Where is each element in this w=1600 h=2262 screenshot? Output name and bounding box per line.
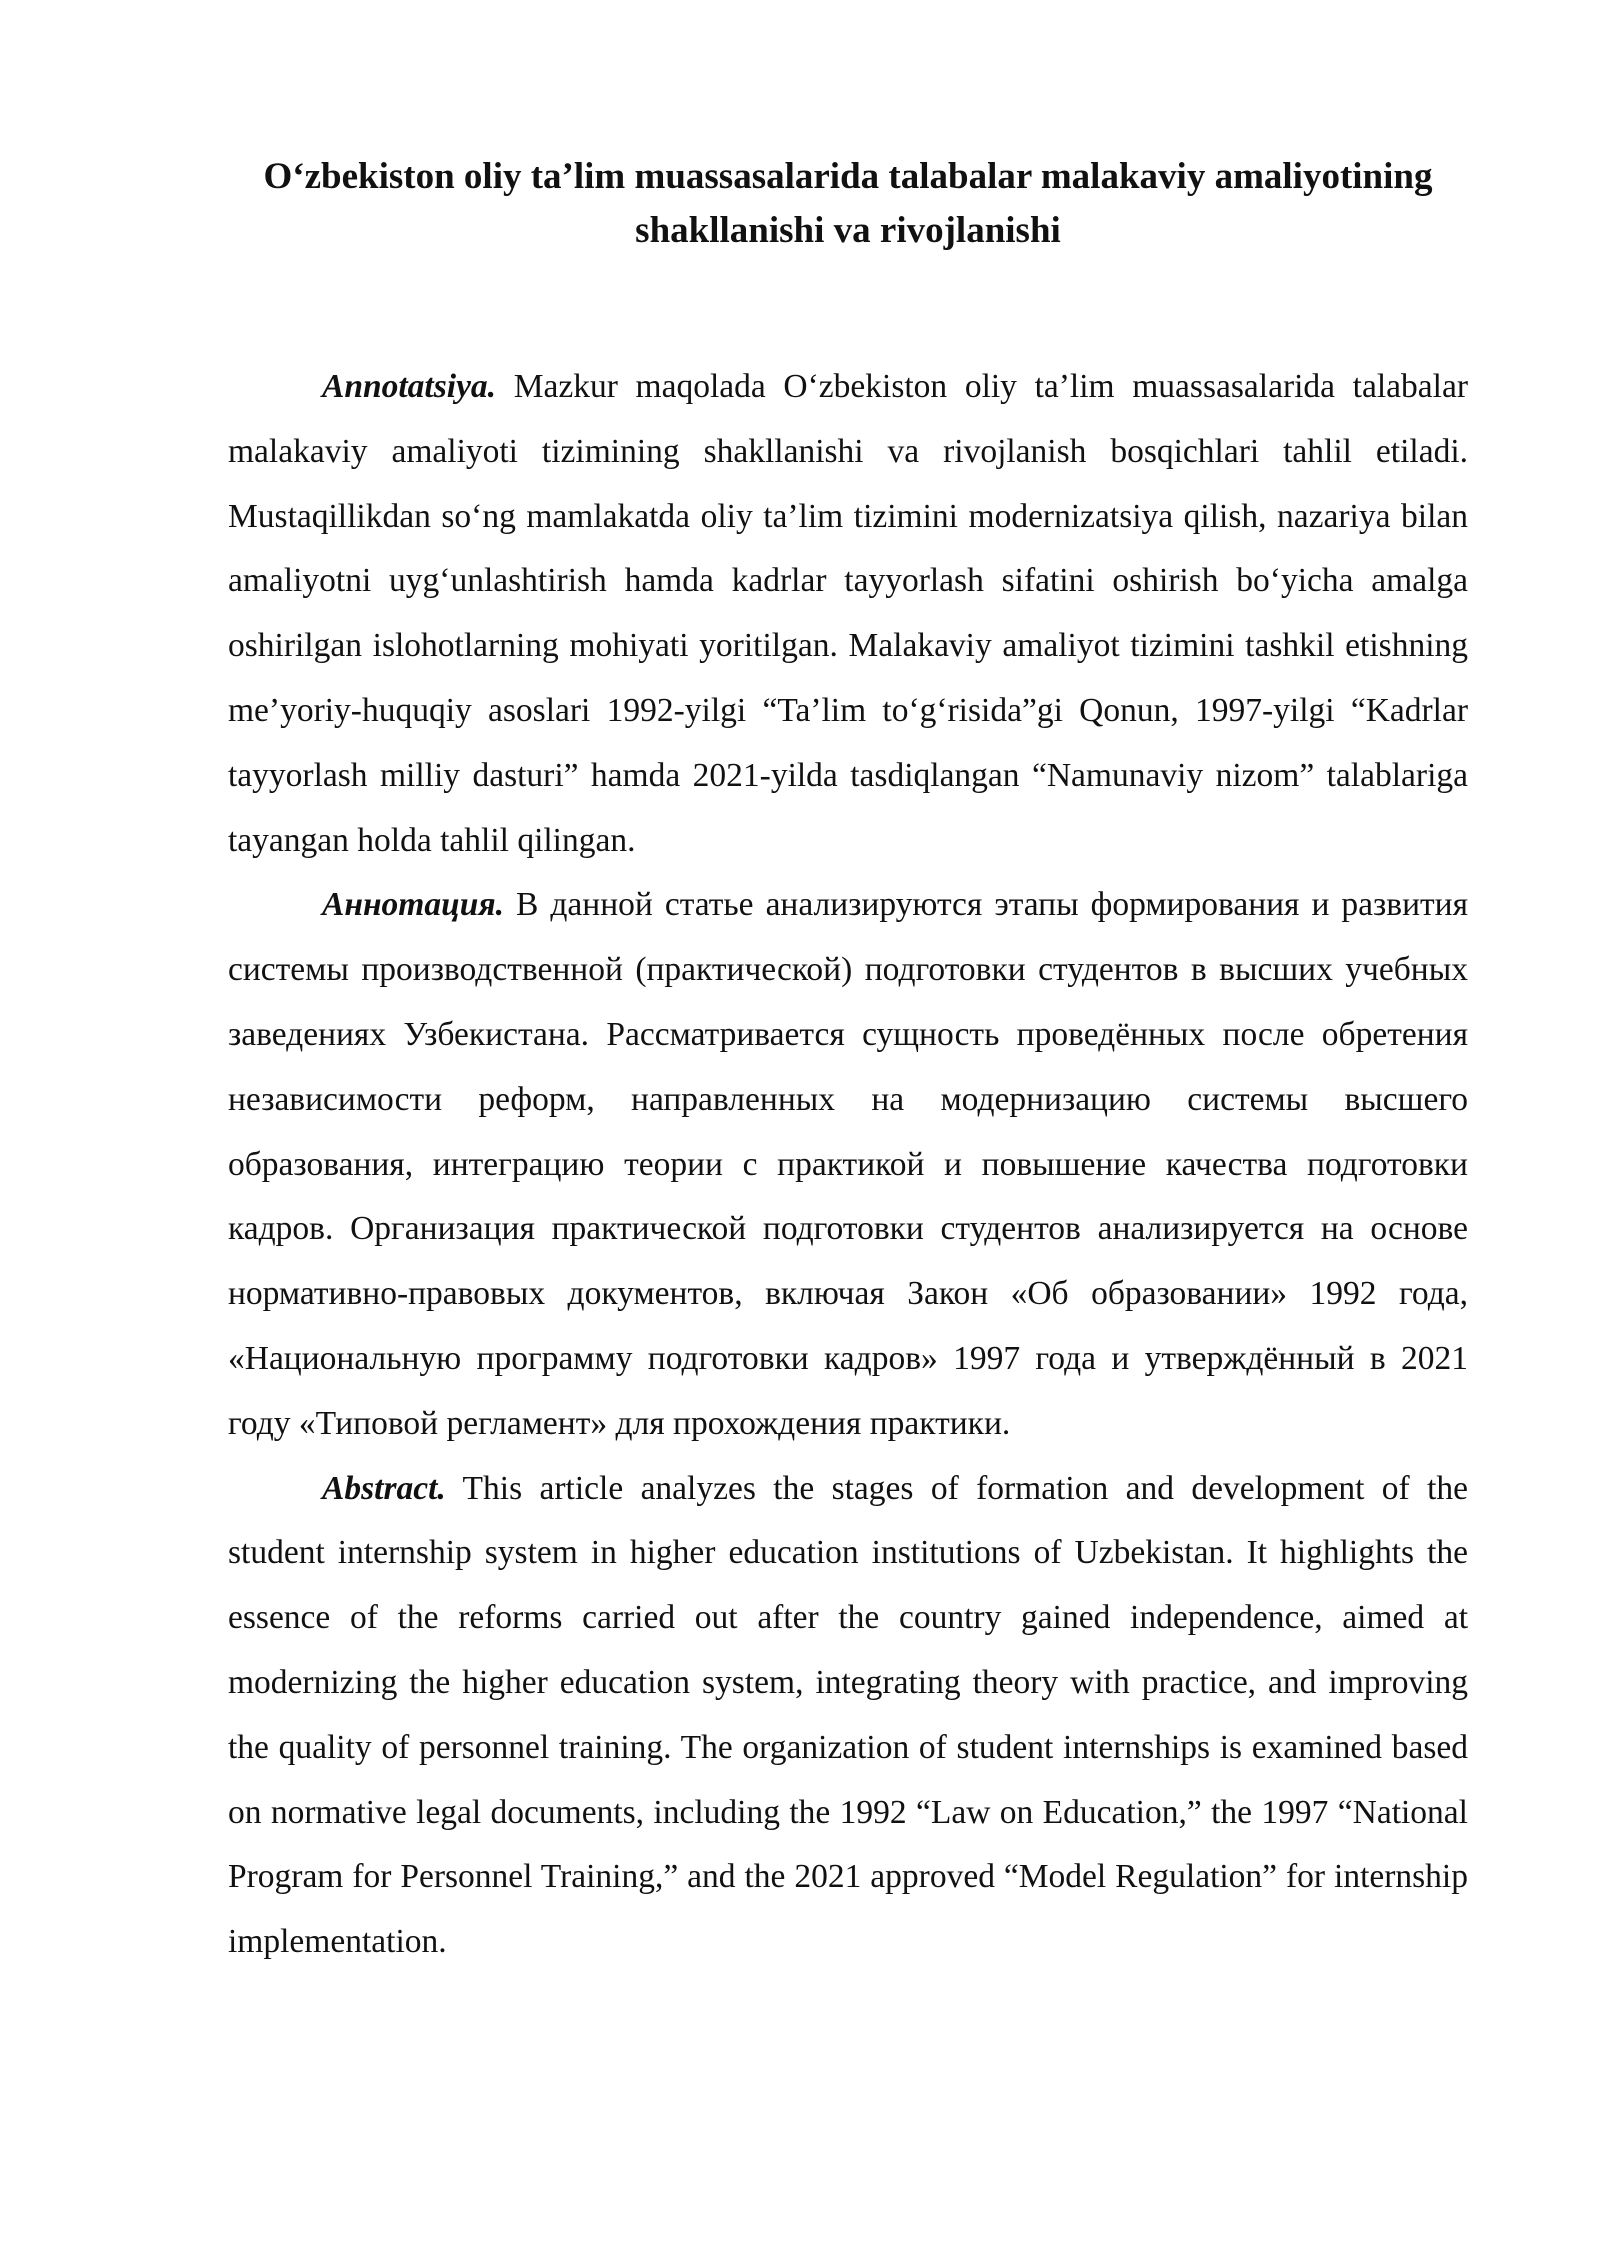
abstract-english (228, 1457, 1468, 1975)
article-title: O‘zbekiston oliy ta’lim muassasalarida talabalar malakaviy amaliyotining shakllanishi va rivojlanishi (263, 156, 1433, 251)
abstracts-section (228, 355, 1468, 1975)
abstract-uzbek-text: Mazkur maqolada O‘zbekiston oliy ta’lim muassasalarida talabalar malakaviy amaliyoti tizimining shakllanishi va rivojlanish bosqichlari tahlil etiladi. Mustaqillikdan so‘ng mamlakatda oliy ta’lim tizimini modernizatsiya qilish, nazariya bilan amaliyotni uyg‘unlashtirish hamda kadrlar tayyorlash sifatini oshirish bo‘yicha amalga oshirilgan islohotlarning mohiyati yoritilgan. Malakaviy amaliyot tizimini tashkil etishning me’yoriy-huquqiy asoslari 1992-yilgi “Ta’lim to‘g‘risida”gi Qonun, 1997-yilgi “Kadrlar tayyorlash milliy dasturi” hamda 2021-yilda tasdiqlangan “Namunaviy nizom” talablariga tayangan holda tahlil qilingan. (228, 368, 1468, 859)
abstract-russian-text: В данной статье анализируются этапы формирования и развития системы производственной (практической) подготовки студентов в высших учебных заведениях Узбекистана. Рассматривается сущность проведённых после обретения независимости реформ, направленных на модернизацию системы высшего образования, интеграцию теории с практикой и повышение качества подготовки кадров. Организация практической подготовки студентов анализируется на основе нормативно-правовых документов, включая Закон «Об образовании» 1992 года, «Национальную программу подготовки кадров» 1997 года и утверждённый в 2021 году «Типовой регламент» для прохождения практики. (228, 886, 1468, 1442)
abstract-uzbek-heading: Annotatsiya. (322, 368, 497, 405)
abstract-english-heading: Abstract. (322, 1469, 446, 1507)
abstract-russian-heading: Аннотация. (322, 886, 504, 924)
abstract-russian (228, 873, 1468, 1456)
abstract-english-text: This article analyzes the stages of formation and development of the student internship system in higher education institutions of Uzbekistan. It highlights the essence of the reforms carried out after the country gained independence, aimed at modernizing the higher education system, integrating theory with practice, and improving the quality of personnel training. The organization of student internships is examined based on normative legal documents, including the 1992 “Law on Education,” the 1997 “National Program for Personnel Training,” and the 2021 approved “Model Regulation” for internship implementation. (228, 1469, 1468, 1961)
abstract-uzbek (228, 355, 1468, 873)
